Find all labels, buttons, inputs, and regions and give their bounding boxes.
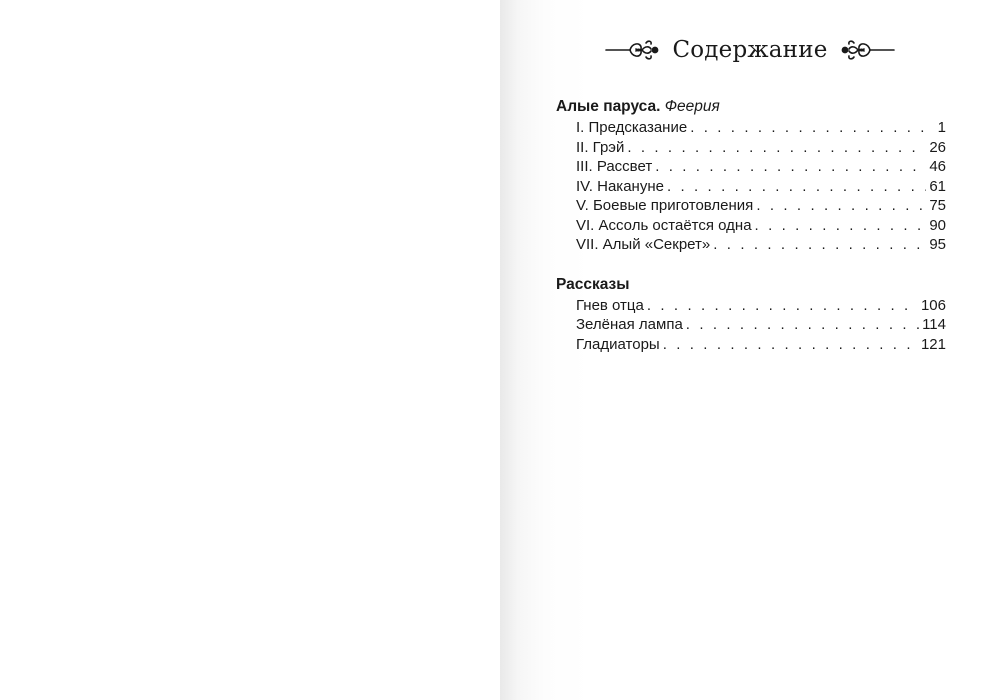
section-heading (556, 97, 946, 118)
entry-page-number: 26 (929, 138, 946, 156)
toc-entry[interactable] (556, 157, 946, 177)
entry-title: Зелёная лампа (576, 316, 683, 333)
table-of-contents (556, 97, 946, 374)
toc-entry[interactable] (556, 196, 946, 216)
toc-entry[interactable] (556, 216, 946, 236)
entry-page-number: 46 (929, 158, 946, 175)
entry-title: VI. Ассоль остаётся одна (576, 216, 752, 234)
toc-entry[interactable] (556, 235, 946, 255)
flourish-left-icon (604, 37, 666, 63)
dot-leader (713, 235, 926, 255)
toc-entry[interactable] (556, 335, 946, 355)
dot-leader (655, 157, 926, 177)
entry-title: I. Предсказание (576, 119, 688, 136)
title-row (600, 30, 900, 70)
toc-entry[interactable] (556, 118, 946, 138)
dot-leader (667, 177, 926, 197)
entry-page-number: 95 (929, 236, 946, 253)
page-title: Содержание (672, 37, 828, 63)
entry-page-number: 114 (922, 316, 946, 333)
entry-title: Гладиаторы (576, 335, 660, 353)
toc-section-stories (556, 275, 946, 355)
entry-page-number: 1 (937, 119, 946, 136)
entry-title: VII. Алый «Секрет» (576, 236, 711, 253)
section-genre: Феерия (664, 98, 720, 115)
toc-entry[interactable] (556, 296, 946, 316)
dot-leader (627, 138, 926, 158)
entry-page-number: 106 (920, 296, 946, 314)
dot-leader (647, 296, 918, 316)
entry-title: III. Рассвет (576, 158, 653, 175)
dot-leader (690, 118, 934, 138)
entry-page-number: 75 (929, 197, 946, 214)
dot-leader (686, 315, 919, 335)
right-page (500, 0, 1000, 700)
entry-title: Гнев отца (576, 296, 644, 314)
entry-title: II. Грэй (576, 138, 625, 156)
section-title: Рассказы (556, 275, 630, 293)
dot-leader (663, 335, 918, 355)
entry-page-number: 121 (920, 335, 946, 353)
entry-page-number: 61 (929, 177, 946, 195)
section-title: Алые паруса. (556, 98, 661, 115)
entry-title: V. Боевые приготовления (576, 197, 754, 214)
flourish-right-icon (834, 37, 896, 63)
toc-section-scarlet-sails (556, 97, 946, 255)
section-heading (556, 275, 946, 296)
dot-leader (755, 216, 927, 236)
entry-page-number: 90 (929, 216, 946, 234)
toc-entry[interactable] (556, 315, 946, 335)
dot-leader (756, 196, 926, 216)
toc-entry[interactable] (556, 138, 946, 158)
entry-title: IV. Накануне (576, 177, 664, 195)
toc-entry[interactable] (556, 177, 946, 197)
